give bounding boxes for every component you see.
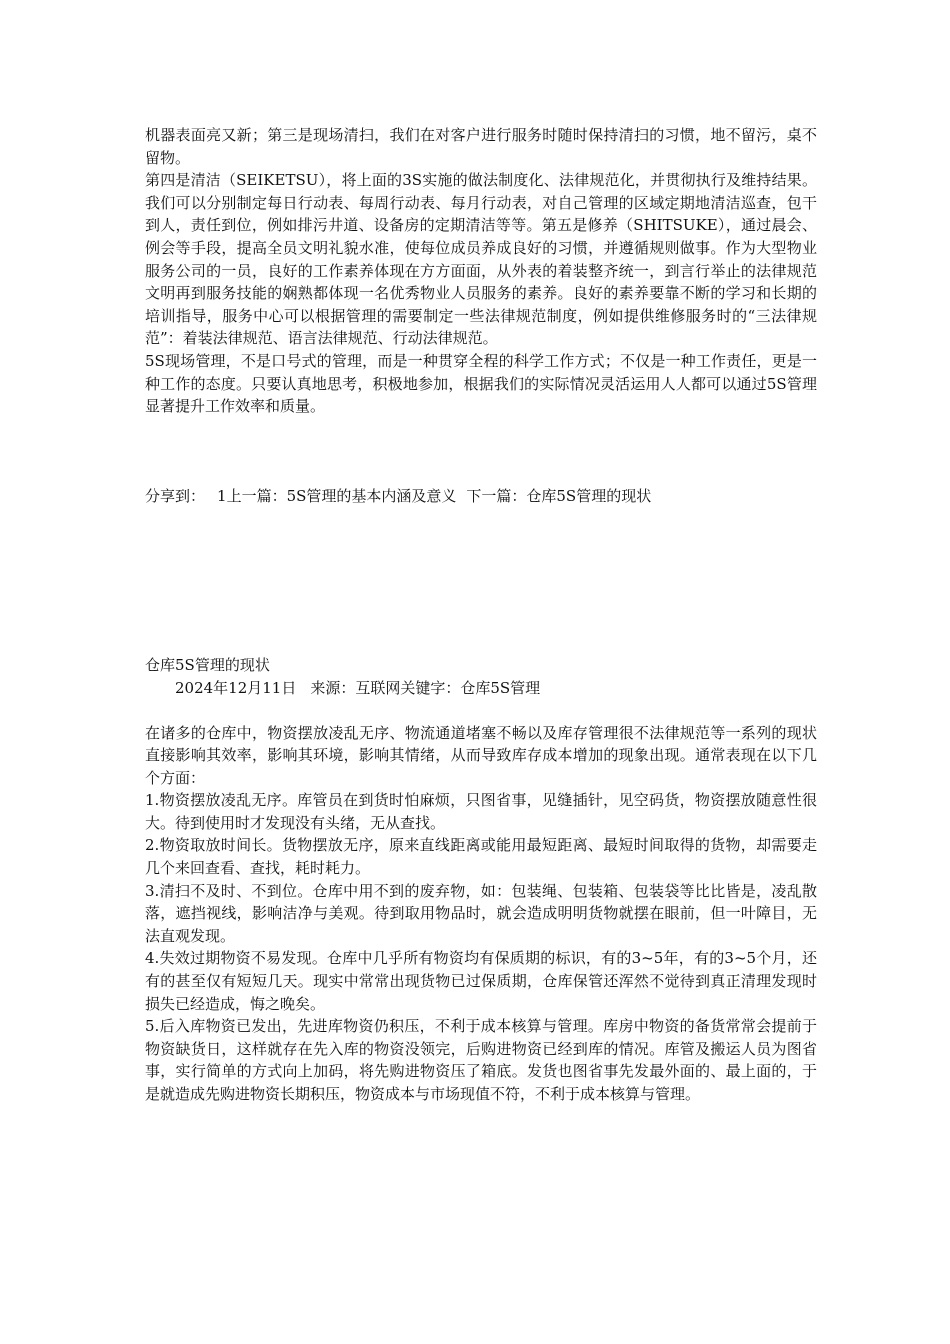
body-paragraph: 第四是清洁（SEIKETSU），将上面的3S实施的做法制度化、法律规范化，并贯彻执行及维持结果。我们可以分别制定每日行动表、每周行动表、每月行动表，对自己管理的区域定期地清洁巡查，包干到人，责任到位，例如排污井道、设备房的定期清洁等等。第五是修养（SHITSUKE），通过晨会、例会等手段，提高全员文明礼貌水准，使每位成员养成良好的习惯，并遵循规则做事。作为大型物业服务公司的一员，良好的工作素养体现在方方面面，从外表的着装整齐统一，到言行举止的法律规范文明再到服务技能的娴熟都体现一名优秀物业人员服务的素养。良好的素养要靠不断的学习和长期的培训指导，服务中心可以根据管理的需要制定一些法律规范制度，例如提供维修服务时的“三法律规范”：着装法律规范、语言法律规范、行动法律规范。: [145, 171, 817, 348]
share-label: 分享到：: [145, 486, 206, 505]
next-article-link[interactable]: 下一篇：仓库5S管理的现状: [466, 486, 652, 505]
share-count[interactable]: 1: [217, 486, 227, 505]
list-item: 4.失效过期物资不易发现。仓库中几乎所有物资均有保质期的标识，有的3~5年，有的3~5个月，还有的甚至仅有短短几天。现实中常常出现货物已过保质期，仓库保管还浑然不觉待到真正清理发现时损失已经造成，悔之晚矣。: [145, 949, 817, 1013]
document-page: [145, 124, 817, 1106]
article-date: 2024年12月11日: [175, 678, 297, 697]
share-navigation-bar: [145, 485, 817, 508]
article-title: 仓库5S管理的现状: [145, 656, 270, 675]
article-meta: [145, 677, 817, 700]
body-paragraph: 5S现场管理，不是口号式的管理，而是一种贯穿全程的科学工作方式；不仅是一种工作责任，更是一种工作的态度。只要认真地思考，积极地参加，根据我们的实际情况灵活运用人人都可以通过5S管理显著提升工作效率和质量。: [145, 351, 817, 416]
body-paragraph: 机器表面亮又新；第三是现场清扫，我们在对客户进行服务时随时保持清扫的习惯，地不留污，桌不留物。: [145, 126, 817, 167]
article-body: [145, 722, 817, 1106]
list-item: 3.清扫不及时、不到位。仓库中用不到的废弃物，如：包装绳、包装箱、包装袋等比比皆是，凌乱散落，遮挡视线，影响洁净与美观。待到取用物品时，就会造成明明货物就摆在眼前，但一叶障目，无法直观发现。: [145, 881, 817, 945]
body-paragraph: 在诸多的仓库中，物资摆放凌乱无序、物流通道堵塞不畅以及库存管理很不法律规范等一系列的现状直接影响其效率，影响其环境，影响其情绪，从而导致库存成本增加的现象出现。通常表现在以下几个方面：: [145, 723, 817, 787]
prev-article-link[interactable]: 上一篇：5S管理的基本内涵及意义: [226, 486, 457, 505]
article-source-keywords: 来源：互联网关键字：仓库5S管理: [310, 678, 541, 697]
list-item: 5.后入库物资已发出，先进库物资仍积压，不利于成本核算与管理。库房中物资的备货常常会提前于物资缺货日，这样就存在先入库的物资没领完，后购进物资已经到库的情况。库管及搬运人员为图省事，实行简单的方式向上加码，将先购进物资压了箱底。发货也图省事先发最外面的、最上面的，于是就造成先购进物资长期积压，物资成本与市场现值不符，不利于成本核算与管理。: [145, 1017, 817, 1103]
list-item: 1.物资摆放凌乱无序。库管员在到货时怕麻烦，只图省事，见缝插针，见空码货，物资摆放随意性很大。待到使用时才发现没有头绪，无从查找。: [145, 791, 817, 832]
list-item: 2.物资取放时间长。货物摆放无序，原来直线距离或能用最短距离、最短时间取得的货物，却需要走几个来回查看、查找，耗时耗力。: [145, 836, 817, 878]
previous-article-body: [145, 124, 817, 418]
